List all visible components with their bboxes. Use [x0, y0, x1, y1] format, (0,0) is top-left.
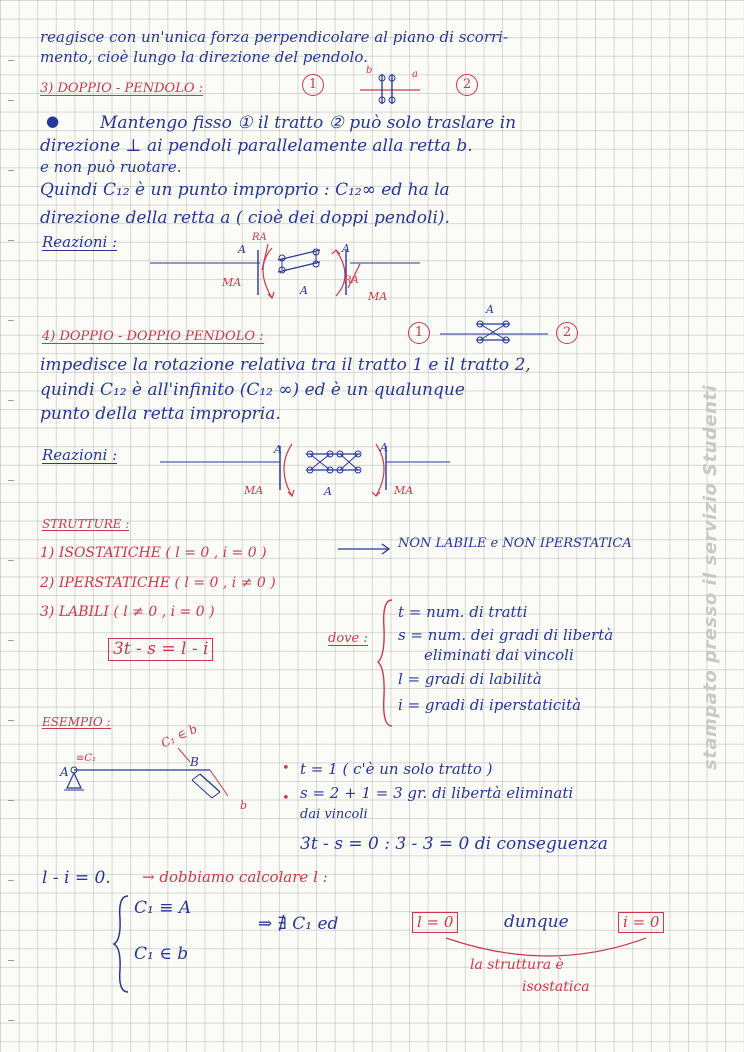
s3-label-MA1: MA [222, 276, 242, 289]
s3-label-RA2: RA [344, 275, 359, 286]
watermark: stampato presso il servizio Studenti [700, 384, 721, 770]
section4-text-2: quindi C₁₂ è all'infinito (C₁₂ ∞) ed è un qualunque [40, 380, 465, 400]
structures-item-1-result: NON LABILE e NON IPERSTATICA [398, 536, 632, 551]
s4-label-A1: A [274, 443, 282, 456]
section4-reaction-diagram [160, 440, 460, 510]
s3-label-A2: A [300, 284, 308, 297]
intro-line-2: mento, cioè lungo la direzione del pendolo. [40, 48, 368, 66]
final-line-1: la struttura è [470, 957, 564, 973]
s4-label-MA2: MA [394, 484, 414, 497]
box-i: i = 0 [618, 912, 664, 933]
structures-item-1: 1) ISOSTATICHE ( l = 0 , i = 0 ) [40, 545, 267, 561]
def-l: l = gradi di labilità [398, 670, 542, 688]
formula-box: 3t - s = l - i [108, 638, 213, 661]
section3-heading: 3) DOPPIO - PENDOLO : [40, 81, 203, 96]
section4-tag-2: 2 [556, 322, 578, 344]
example-dunque: dunque [504, 912, 569, 932]
example-label-B: B [190, 755, 199, 769]
s4-label-MA1: MA [244, 484, 264, 497]
example-label-b: b [240, 799, 248, 812]
example-s-line-2: dai vincoli [300, 807, 368, 822]
s4-label-A3: A [380, 441, 388, 454]
example-calc: 3t - s = 0 : 3 - 3 = 0 di conseguenza [300, 834, 608, 854]
s3-label-RA1: RA [252, 232, 267, 243]
final-line-2: isostatica [522, 979, 590, 995]
section3-text-5: direzione della retta a ( cioè dei doppi pendoli). [40, 208, 450, 228]
def-t: t = num. di tratti [398, 603, 528, 621]
example-li-note: → dobbiamo calcolare l : [142, 868, 328, 886]
section3-tag-1: 1 [302, 74, 324, 96]
box-l: l = 0 [412, 912, 458, 933]
example-label-c1b: C₁ ∈ b [158, 721, 200, 751]
double-double-pendulum-icon [440, 310, 550, 346]
section3-text-4: Quindi C₁₂ è un punto improprio : C₁₂∞ ed ha la [40, 180, 450, 200]
section3-tag-2: 2 [456, 74, 478, 96]
section4-heading: 4) DOPPIO - DOPPIO PENDOLO : [42, 329, 264, 344]
section4-text-1: impedisce la rotazione relativa tra il tratto 1 e il tratto 2, [40, 355, 531, 375]
s3-label-MA2: MA [368, 290, 388, 303]
example-label-c1a: ≡C₁ [76, 753, 97, 764]
example-heading: ESEMPIO : [42, 715, 111, 729]
def-i: i = gradi di iperstaticità [398, 696, 582, 714]
section3-label-a: a [412, 69, 418, 80]
example-t-line: t = 1 ( c'è un solo tratto ) [300, 760, 493, 778]
s4-icon-label-A: A [486, 303, 494, 316]
section4-reactions-label: Reazioni : [42, 446, 118, 464]
example-s-line: s = 2 + 1 = 3 gr. di libertà eliminati [300, 784, 574, 802]
example-sys-2: C₁ ∈ b [134, 944, 189, 964]
def-s: s = num. dei gradi di libertà [398, 626, 614, 644]
example-sys-1: C₁ ≡ A [134, 898, 192, 918]
arrow-right-icon [338, 543, 394, 555]
section4-tag-1: 1 [408, 322, 430, 344]
section4-text-3: punto della retta impropria. [40, 404, 281, 424]
bullet-dot: ● [46, 112, 60, 130]
example-conclusion: ⇒ ∄ C₁ ed [258, 914, 339, 934]
bullet-t: • [282, 761, 290, 776]
section3-text-1: Mantengo fisso ① il tratto ② può solo traslare in [100, 113, 517, 133]
structures-item-2: 2) IPERSTATICHE ( l = 0 , i ≠ 0 ) [40, 575, 276, 591]
section3-text-3: e non può ruotare. [40, 158, 182, 176]
def-s-2: eliminati dai vincoli [424, 646, 574, 664]
system-brace-icon [112, 894, 130, 994]
intro-line-1: reagisce con un'unica forza perpendicolare al piano di scorri- [40, 28, 509, 46]
structures-item-3: 3) LABILI ( l ≠ 0 , i = 0 ) [40, 604, 215, 620]
section3-reactions-label: Reazioni : [42, 233, 118, 251]
dove-label: dove : [328, 631, 368, 646]
curly-brace-icon [376, 598, 394, 728]
s4-label-A2: A [324, 485, 332, 498]
bullet-s: • [282, 791, 290, 806]
example-label-A: A [60, 765, 69, 779]
structures-heading: STRUTTURE : [42, 517, 130, 531]
s3-label-A1: A [238, 243, 246, 256]
section3-label-b: b [366, 65, 373, 76]
example-li: l - i = 0. [42, 868, 111, 888]
section3-text-2: direzione ⊥ ai pendoli parallelamente alla retta b. [40, 136, 473, 156]
s3-label-A3: A [342, 242, 350, 255]
section3-reaction-diagram [150, 240, 450, 310]
